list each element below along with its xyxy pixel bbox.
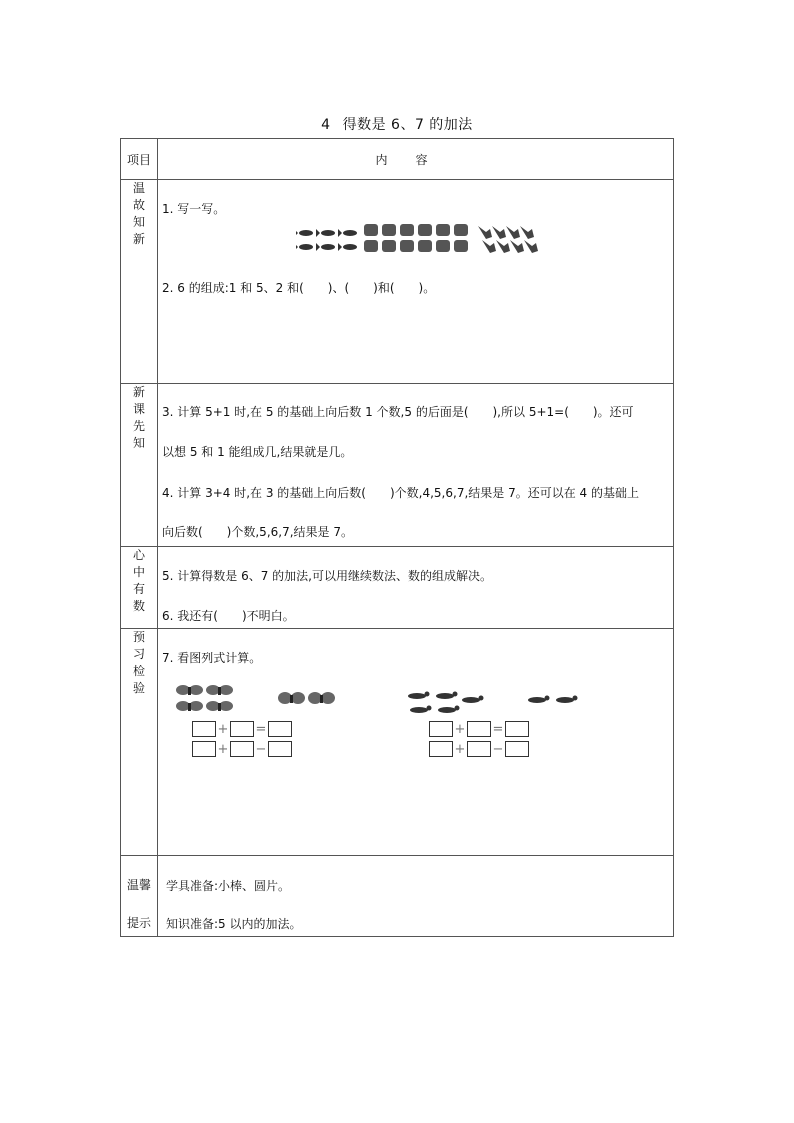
answer-box[interactable] xyxy=(230,721,254,737)
answer-box[interactable] xyxy=(192,741,216,757)
answer-box[interactable] xyxy=(505,741,529,757)
row-label-tips xyxy=(121,856,158,937)
duck-group xyxy=(406,689,586,723)
row-content-preview xyxy=(158,384,674,547)
row-content-tips xyxy=(158,856,674,937)
answer-box[interactable] xyxy=(268,721,292,737)
row-preview xyxy=(121,384,674,547)
answer-box[interactable] xyxy=(429,721,453,737)
question-2: 2. 6 的组成:1 和 5、2 和( )、( )和( )。 xyxy=(162,281,436,295)
row-label-self-check: 心中有数 xyxy=(121,547,158,629)
answer-box[interactable] xyxy=(268,741,292,757)
equation-left-2: + − xyxy=(192,741,292,759)
answer-box[interactable] xyxy=(230,741,254,757)
duck-icon xyxy=(408,692,578,714)
question-3-line-2: 以想 5 和 1 能组成几,结果就是几。 xyxy=(162,445,353,459)
question-6: 6. 我还有( )不明白。 xyxy=(162,609,295,623)
row-content-practice xyxy=(158,629,674,856)
row-self-check xyxy=(121,547,674,629)
header-content: 内容 xyxy=(158,139,674,180)
answer-box[interactable] xyxy=(429,741,453,757)
answer-box[interactable] xyxy=(467,721,491,737)
tips-label-bottom: 提示 xyxy=(126,916,151,930)
equation-right-1: + = xyxy=(429,721,529,739)
tip-knowledge: 知识准备:5 以内的加法。 xyxy=(166,917,302,931)
equation-right-2: + − xyxy=(429,741,529,759)
header-project: 项目 xyxy=(121,139,158,180)
row-label-practice: 预习检验 xyxy=(121,629,158,856)
counting-pictures xyxy=(296,222,546,262)
bird-icon xyxy=(478,226,538,253)
equation-left-1: + = xyxy=(192,721,292,739)
question-4-line-1: 4. 计算 3+4 时,在 3 的基础上向后数( )个数,4,5,6,7,结果是 7。还可以在 4 的基础上 xyxy=(162,486,639,500)
row-tips xyxy=(121,856,674,937)
tips-label-top: 温馨 xyxy=(126,878,151,892)
butterfly-icon xyxy=(176,685,335,711)
answer-box[interactable] xyxy=(505,721,529,737)
row-practice xyxy=(121,629,674,856)
question-1: 1. 写一写。 xyxy=(162,202,226,216)
question-7: 7. 看图列式计算。 xyxy=(162,651,262,665)
row-content-review xyxy=(158,180,674,384)
row-label-preview: 新课先知 xyxy=(121,384,158,547)
title-text: 得数是 6、7 的加法 xyxy=(342,117,473,133)
question-4-line-2: 向后数( )个数,5,6,7,结果是 7。 xyxy=(162,525,353,539)
tip-tools: 学具准备:小棒、圆片。 xyxy=(166,879,291,893)
row-review xyxy=(121,180,674,384)
answer-box[interactable] xyxy=(192,721,216,737)
shell-icon xyxy=(364,224,468,252)
row-label-review: 温故知新 xyxy=(121,180,158,384)
worksheet-table xyxy=(120,138,674,937)
question-5: 5. 计算得数是 6、7 的加法,可以用继续数法、数的组成解决。 xyxy=(162,569,492,583)
title-number: 4 xyxy=(321,117,331,133)
fish-icon xyxy=(296,229,357,251)
page-title xyxy=(0,114,794,134)
question-3-line-1: 3. 计算 5+1 时,在 5 的基础上向后数 1 个数,5 的后面是( ),所以 5+1=( )。还可 xyxy=(162,405,634,419)
answer-box[interactable] xyxy=(467,741,491,757)
row-content-self-check xyxy=(158,547,674,629)
butterfly-group xyxy=(174,681,344,719)
header-row xyxy=(121,139,674,180)
